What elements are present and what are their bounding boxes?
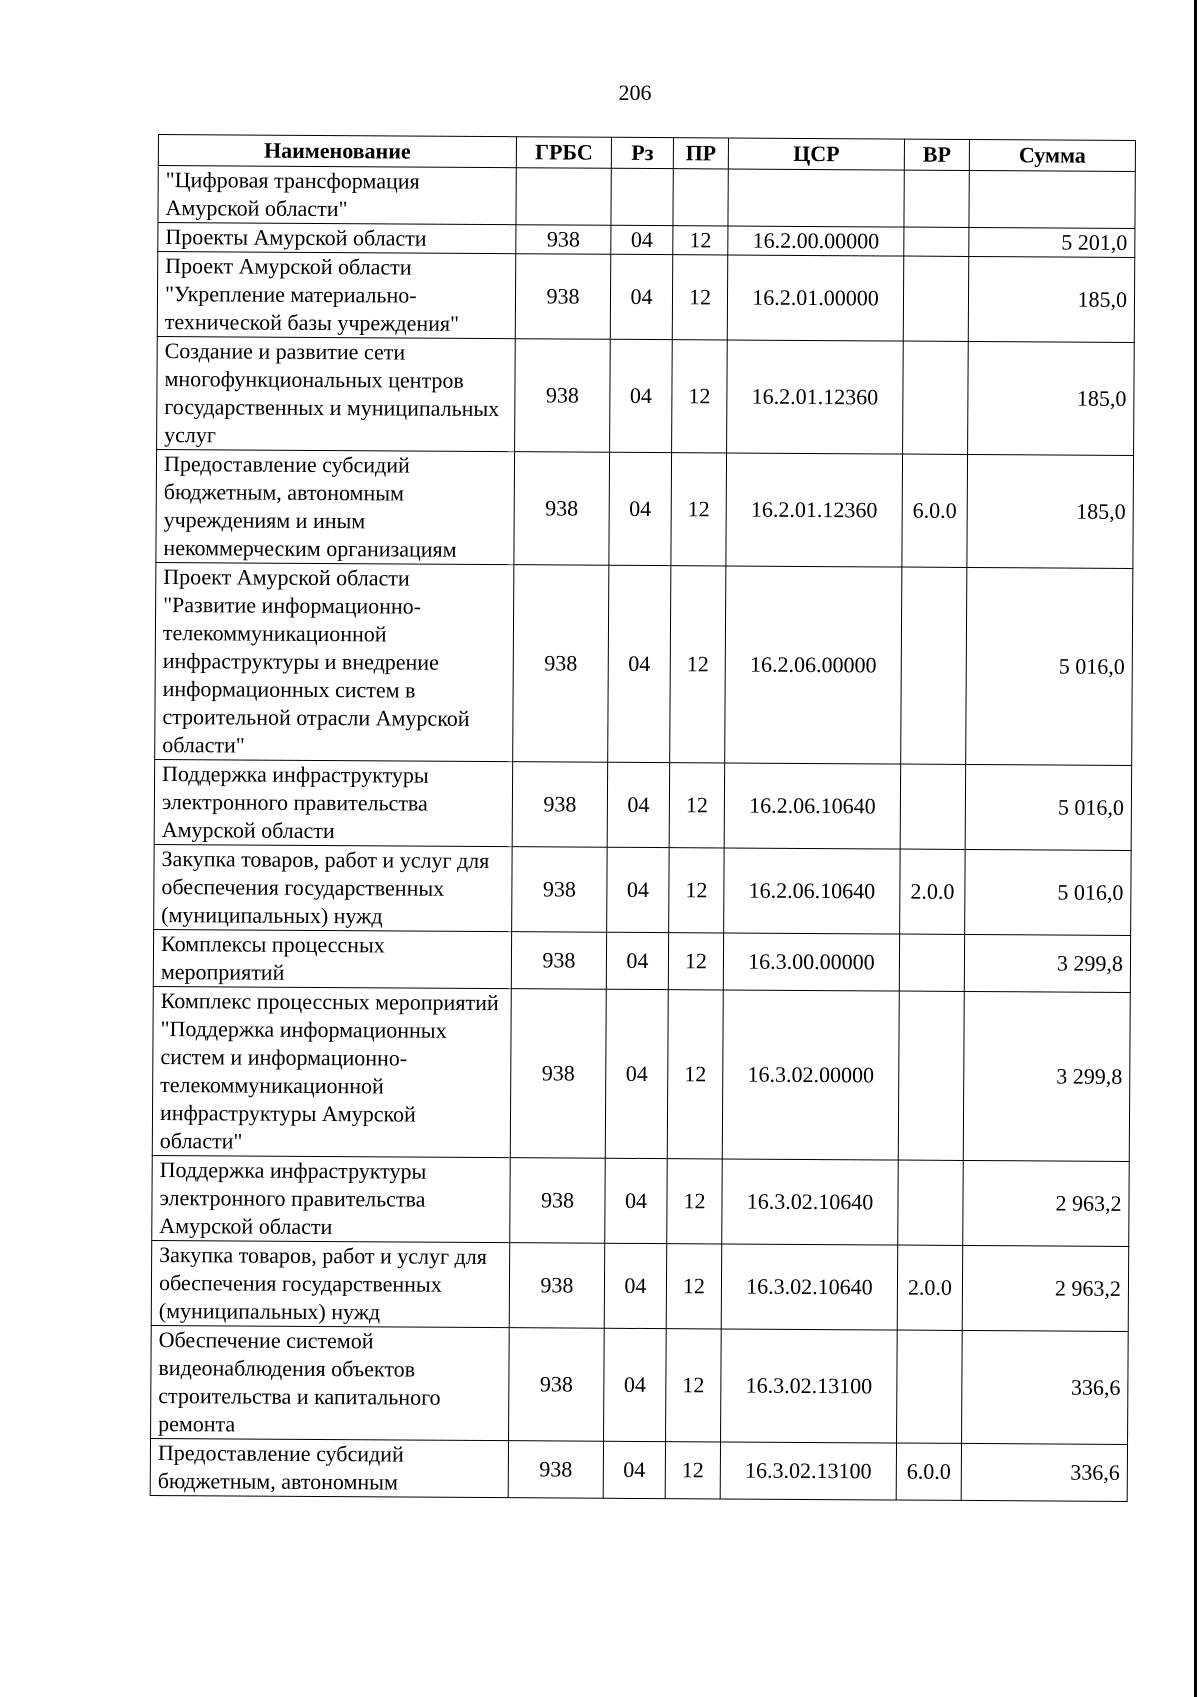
cell-vr <box>900 764 966 849</box>
cell-rz: 04 <box>610 339 673 452</box>
cell-sum: 185,0 <box>968 256 1135 342</box>
header-vr: ВР <box>904 139 969 170</box>
table-row <box>150 1438 1127 1501</box>
cell-sum: 3 299,8 <box>963 991 1130 1161</box>
cell-rz: 04 <box>611 225 673 254</box>
table-row <box>154 759 1132 850</box>
cell-pr: 12 <box>672 340 728 453</box>
cell-vr <box>901 567 967 764</box>
cell-sum: 2 963,2 <box>963 1160 1130 1246</box>
cell-grbs: 938 <box>509 1243 605 1329</box>
header-sum: Сумма <box>969 139 1135 171</box>
cell-name: Проект Амурской области "Укрепление материально-технической базы учреждения" <box>157 252 516 339</box>
cell-sum: 5 016,0 <box>966 567 1133 765</box>
cell-grbs: 938 <box>513 565 609 763</box>
cell-grbs: 938 <box>514 452 610 566</box>
cell-pr: 12 <box>672 255 728 340</box>
cell-grbs: 938 <box>512 762 608 848</box>
cell-grbs: 938 <box>516 225 611 255</box>
cell-pr: 12 <box>667 1159 723 1244</box>
page-edge-line <box>1194 0 1197 1697</box>
cell-vr <box>899 934 964 991</box>
cell-pr: 12 <box>667 990 723 1159</box>
cell-name: Комплексы процессных мероприятий <box>153 929 511 988</box>
cell-name: Предоставление субсидий бюджетным, автономным <box>150 1438 508 1497</box>
table-row <box>151 1325 1129 1444</box>
cell-grbs: 938 <box>515 254 611 340</box>
cell-rz: 04 <box>607 762 670 847</box>
cell-pr: 12 <box>669 763 725 848</box>
header-name: Наименование <box>158 135 516 168</box>
cell-csr: 16.3.02.10640 <box>721 1244 898 1330</box>
cell-rz: 04 <box>607 847 670 932</box>
cell-vr <box>898 1160 964 1245</box>
cell-sum: 336,6 <box>962 1330 1129 1444</box>
cell-csr: 16.3.00.00000 <box>723 933 899 991</box>
cell-csr: 16.3.02.10640 <box>722 1159 899 1245</box>
cell-rz: 04 <box>609 452 672 565</box>
cell-vr: 2.0.0 <box>900 849 966 934</box>
cell-rz: 04 <box>604 1328 667 1441</box>
cell-vr <box>898 991 964 1160</box>
cell-rz: 04 <box>605 989 668 1158</box>
cell-pr: 12 <box>668 933 723 990</box>
cell-csr: 16.2.00.00000 <box>728 226 904 256</box>
table-row <box>153 929 1130 992</box>
cell-sum: 185,0 <box>967 454 1134 568</box>
cell-pr: 12 <box>665 1442 720 1499</box>
table-row <box>155 562 1133 765</box>
cell-pr: 12 <box>666 1244 722 1329</box>
cell-pr: 12 <box>669 848 725 933</box>
cell-sum: 3 299,8 <box>964 934 1130 992</box>
cell-name: Предоставление субсидий бюджетным, автономным учреждениям и иным некоммерческим организациям <box>156 449 515 564</box>
cell-name: Комплекс процессных мероприятий "Поддержка информационных систем и информационно-телекоммуникационной инфраструктуры Амурской области" <box>152 986 511 1157</box>
cell-sum: 185,0 <box>968 341 1135 455</box>
cell-pr: 12 <box>666 1329 722 1442</box>
table-row <box>157 336 1135 455</box>
cell-vr <box>904 170 969 227</box>
cell-csr: 16.2.06.00000 <box>725 566 902 764</box>
cell-grbs: 938 <box>511 932 606 990</box>
cell-rz: 04 <box>608 565 671 762</box>
cell-grbs: 938 <box>508 1441 603 1499</box>
cell-rz: 04 <box>606 932 668 989</box>
cell-name: Создание и развитие сети многофункциональных центров государственных и муниципальных услуг <box>157 336 516 451</box>
cell-sum: 2 963,2 <box>962 1245 1129 1331</box>
cell-rz: 04 <box>610 254 673 339</box>
header-grbs: ГРБС <box>516 137 611 169</box>
cell-sum: 5 016,0 <box>965 849 1132 935</box>
cell-name: Проекты Амурской области <box>158 223 516 254</box>
cell-sum: 5 016,0 <box>965 764 1132 850</box>
cell-vr <box>897 1330 963 1443</box>
cell-grbs: 938 <box>510 1158 606 1244</box>
page-number: 206 <box>618 80 652 105</box>
cell-name: Поддержка инфраструктуры электронного правительства Амурской области <box>152 1155 511 1242</box>
header-pr: ПР <box>673 138 728 169</box>
cell-grbs: 938 <box>512 847 608 933</box>
cell-pr: 12 <box>673 226 728 255</box>
cell-name: Закупка товаров, работ и услуг для обеспечения государственных (муниципальных) нужд <box>154 844 513 931</box>
cell-csr: 16.3.02.13100 <box>721 1329 898 1443</box>
cell-csr: 16.2.01.12360 <box>727 340 904 454</box>
cell-rz <box>611 168 673 225</box>
cell-name: Поддержка инфраструктуры электронного правительства Амурской области <box>154 759 513 846</box>
cell-name: Закупка товаров, работ и услуг для обеспечения государственных (муниципальных) нужд <box>151 1240 510 1327</box>
cell-pr <box>673 169 728 226</box>
cell-name: Обеспечение системой видеонаблюдения объектов строительства и капитального ремонта <box>151 1325 510 1440</box>
cell-grbs <box>516 168 611 226</box>
table-row <box>158 166 1135 229</box>
cell-csr: 16.2.01.00000 <box>727 255 904 341</box>
cell-sum: 5 201,0 <box>969 227 1135 257</box>
cell-rz: 04 <box>604 1243 667 1328</box>
cell-grbs: 938 <box>515 339 611 453</box>
cell-csr: 16.2.06.10640 <box>724 848 901 934</box>
cell-vr: 6.0.0 <box>896 1443 961 1500</box>
table-row <box>152 986 1130 1161</box>
table-row <box>152 1155 1130 1246</box>
cell-pr: 12 <box>671 453 727 566</box>
cell-csr: 16.2.01.12360 <box>726 453 903 567</box>
cell-grbs: 938 <box>509 1328 605 1442</box>
cell-grbs: 938 <box>510 989 606 1159</box>
cell-vr <box>903 341 969 454</box>
cell-name: "Цифровая трансформация Амурской области" <box>158 166 516 225</box>
cell-csr: 16.3.02.00000 <box>722 990 899 1160</box>
cell-pr: 12 <box>670 566 726 763</box>
cell-vr: 6.0.0 <box>902 454 968 567</box>
cell-rz: 04 <box>603 1441 665 1498</box>
cell-vr: 2.0.0 <box>897 1245 963 1330</box>
table-row <box>151 1240 1129 1331</box>
cell-rz: 04 <box>605 1158 668 1243</box>
cell-vr <box>903 256 969 341</box>
cell-csr <box>728 169 904 227</box>
header-csr: ЦСР <box>728 138 904 170</box>
cell-vr <box>904 227 969 256</box>
cell-sum: 336,6 <box>961 1443 1127 1501</box>
cell-name: Проект Амурской области "Развитие информационно-телекоммуникационной инфраструктуры и внедрение информационных систем в строительной отрасли Амурской области" <box>155 562 514 761</box>
table-row <box>157 252 1135 343</box>
header-rz: Рз <box>611 137 673 168</box>
cell-sum <box>969 170 1135 228</box>
cell-csr: 16.3.02.13100 <box>720 1442 896 1500</box>
table-row <box>154 844 1132 935</box>
cell-csr: 16.2.06.10640 <box>724 763 901 849</box>
table-row <box>156 449 1134 568</box>
budget-table <box>150 134 1136 1502</box>
